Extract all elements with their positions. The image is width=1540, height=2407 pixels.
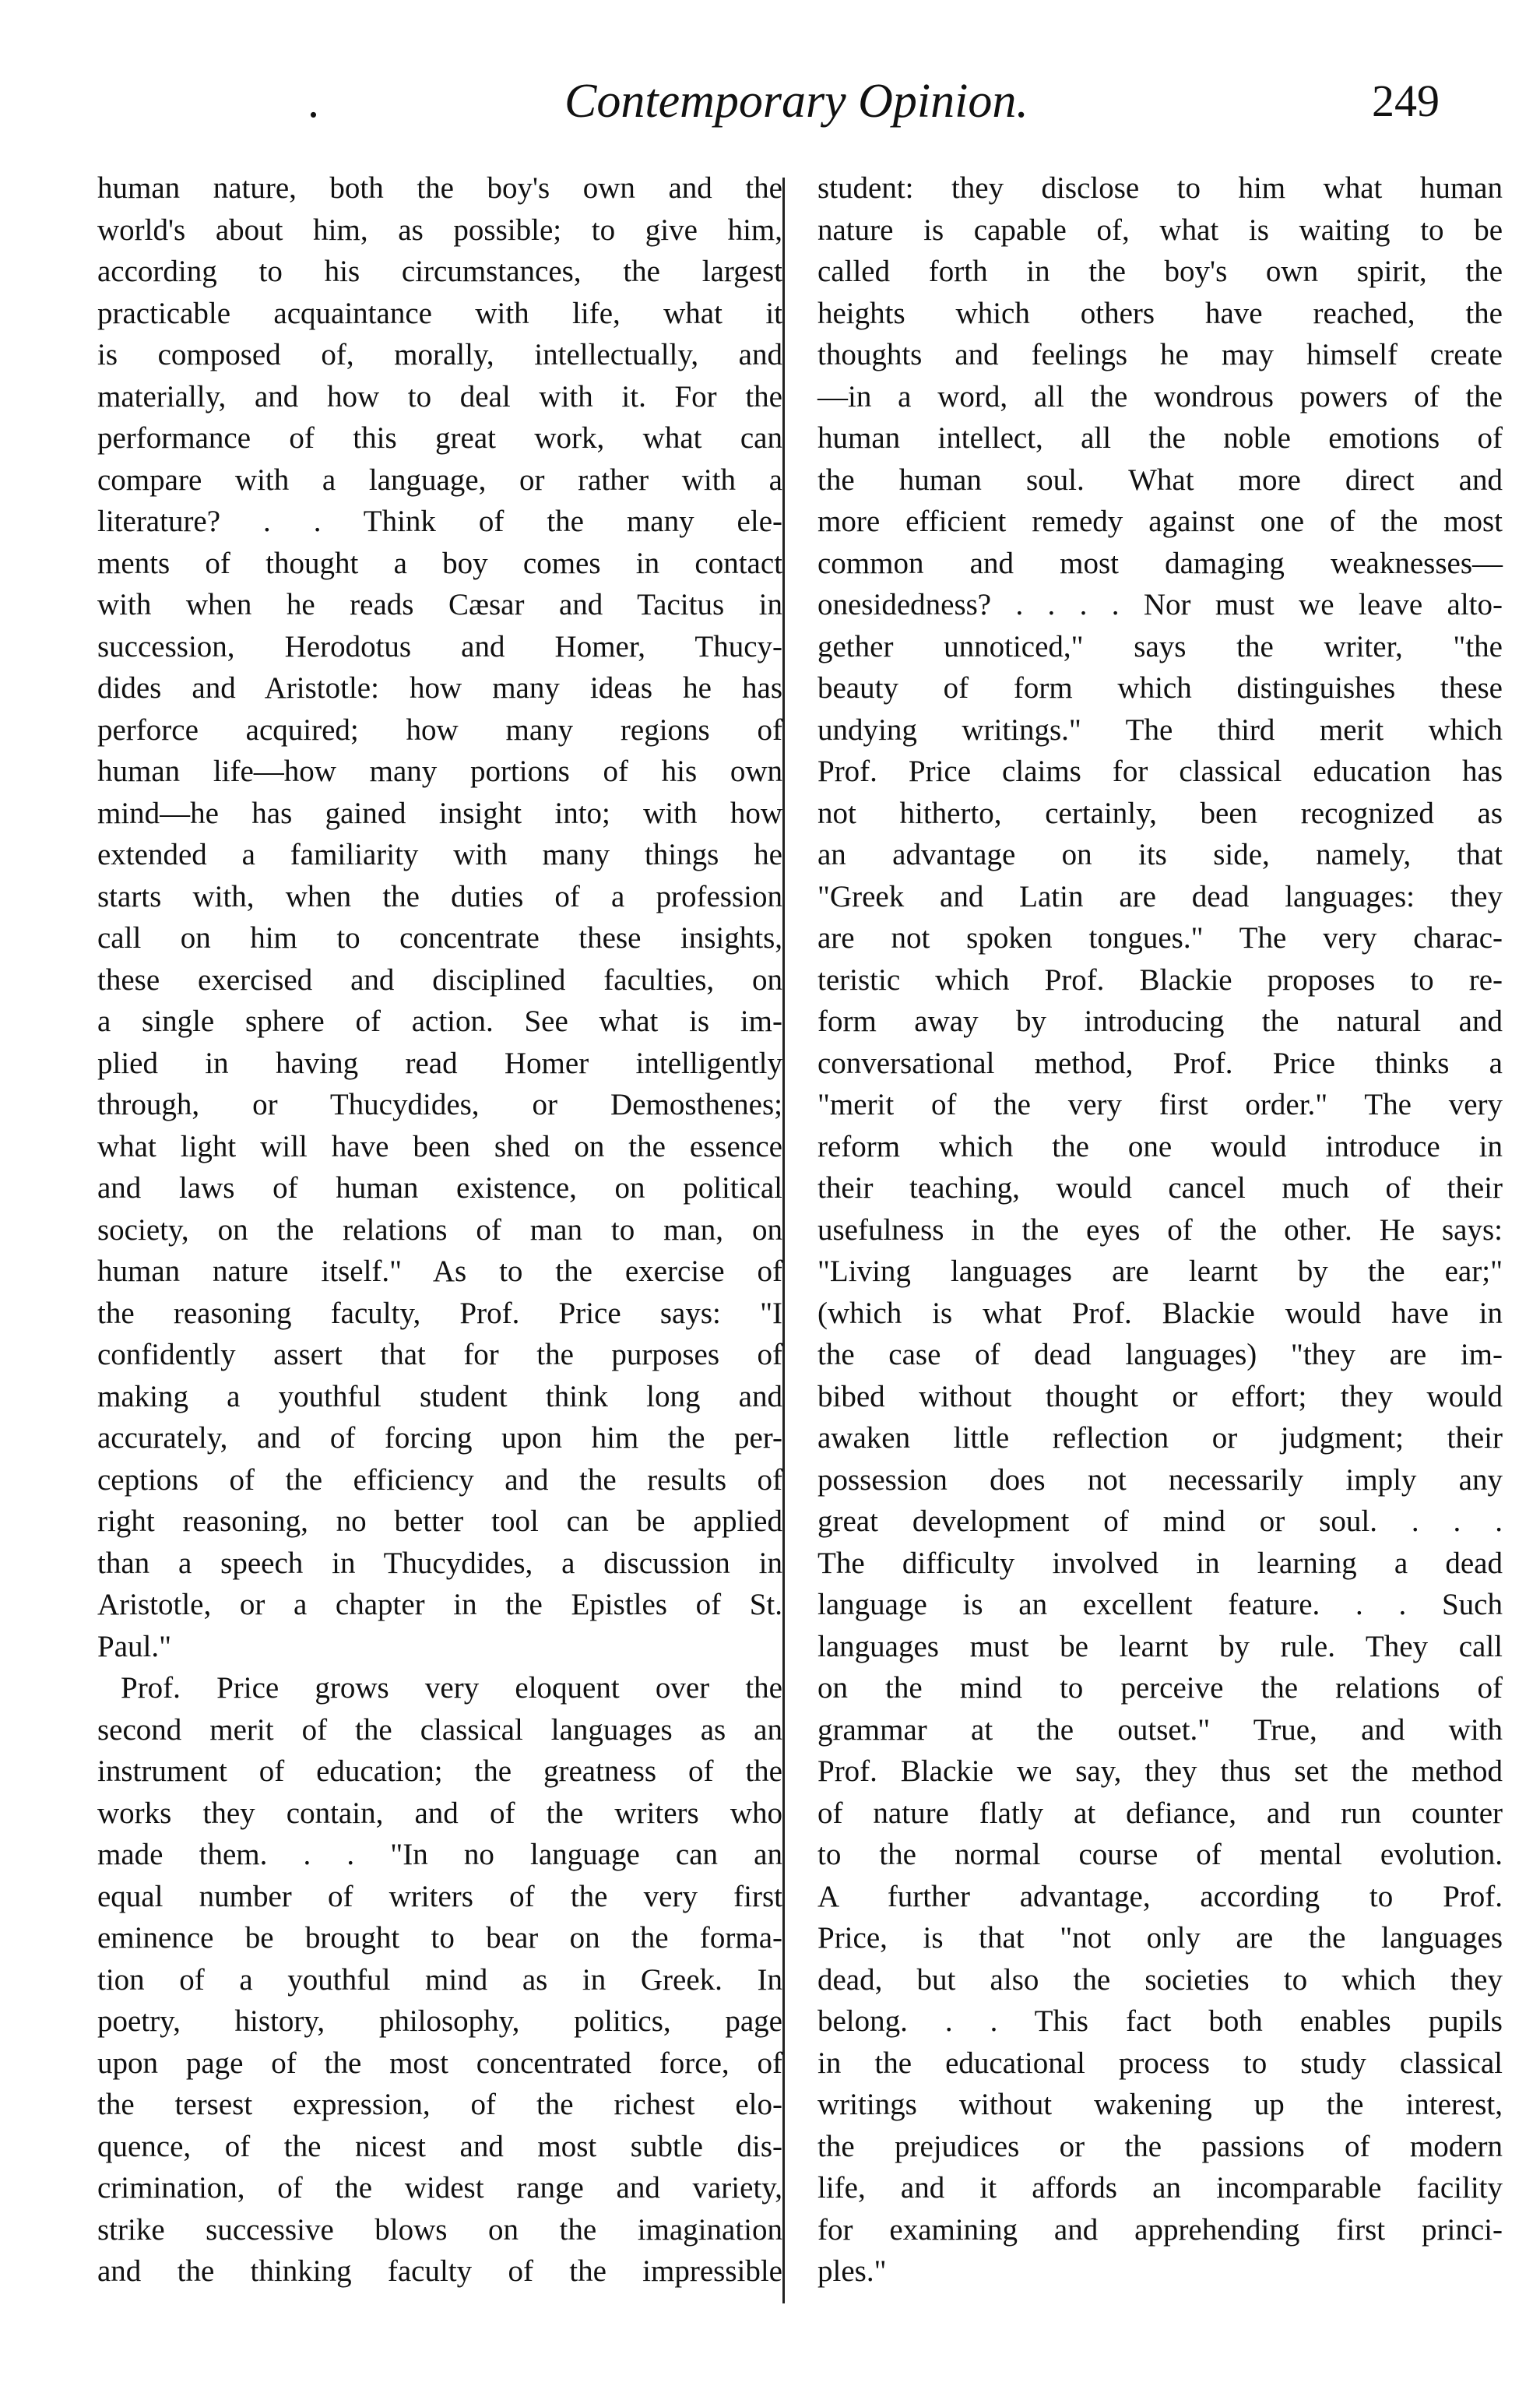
text-line: in the educational process to study classical [817, 2046, 1503, 2080]
text-line: right reasoning, no better tool can be applied [97, 1504, 782, 1538]
text-line: starts with, when the duties of a profession [97, 879, 782, 913]
text-line: confidently assert that for the purposes of [97, 1338, 782, 1371]
text-line: gether unnoticed," says the writer, "the [817, 629, 1503, 663]
text-line: student: they disclose to him what human [817, 171, 1503, 205]
text-line: "Greek and Latin are dead languages: they [817, 879, 1503, 913]
text-line: common and most damaging weaknesses— [817, 546, 1503, 580]
text-line: crimination, of the widest range and variety, [97, 2171, 782, 2205]
text-line: writings without wakening up the interest, [817, 2088, 1503, 2121]
text-line: "merit of the very first order." The very [817, 1088, 1503, 1121]
left-column [97, 167, 782, 2293]
text-line: perforce acquired; how many regions of [97, 713, 782, 747]
text-line: The difficulty involved in learning a dead [817, 1546, 1503, 1580]
text-line: more efficient remedy against one of the most [817, 505, 1503, 538]
text-line: belong. . . This fact both enables pupils [817, 2004, 1503, 2038]
text-line: Price, is that "not only are the languages [817, 1921, 1503, 1955]
text-line: literature? . . Think of the many ele- [97, 505, 782, 538]
text-line: equal number of writers of the very first [97, 1879, 782, 1913]
text-line: human nature itself." As to the exercise of [97, 1255, 782, 1288]
text-line: strike successive blows on the imagination [97, 2212, 782, 2247]
text-line: according to his circumstances, the largest [97, 255, 782, 288]
text-line: usefulness in the eyes of the other. He says: [817, 1212, 1503, 1247]
text-line: than a speech in Thucydides, a discussion in [97, 1546, 782, 1580]
text-line: form away by introducing the natural and [817, 1005, 1503, 1038]
text-line: Prof. Blackie we say, they thus set the method [817, 1754, 1503, 1788]
text-line: undying writings." The third merit which [817, 713, 1503, 747]
text-line: performance of this great work, what can [97, 421, 782, 455]
text-line: —in a word, all the wondrous powers of the [817, 379, 1503, 413]
text-line: human nature, both the boy's own and the [97, 171, 782, 205]
text-line: their teaching, would cancel much of their [817, 1171, 1503, 1205]
text-line: possession does not necessarily imply any [817, 1462, 1503, 1497]
text-line: world's about him, as possible; to give him, [97, 213, 782, 247]
running-title: Contemporary Opinion. [564, 75, 1028, 128]
column-divider [782, 178, 785, 2303]
text-line: tion of a youthful mind as in Greek. In [97, 1962, 782, 1997]
text-line: (which is what Prof. Blackie would have in [817, 1296, 1503, 1330]
text-line: call on him to concentrate these insights, [97, 921, 782, 955]
text-line: to the normal course of mental evolution. [817, 1838, 1503, 1871]
text-line: Paul." [97, 1629, 172, 1663]
text-line: these exercised and disciplined faculties, on [97, 962, 782, 997]
text-line: reform which the one would introduce in [817, 1129, 1503, 1163]
text-line: thoughts and feelings he may himself create [817, 338, 1503, 371]
text-line: Prof. Price claims for classical education has [817, 755, 1503, 788]
text-line: for examining and apprehending first princi- [817, 2212, 1503, 2247]
text-line: second merit of the classical languages as an [97, 1712, 782, 1747]
text-line: dead, but also the societies to which they [817, 1962, 1503, 1997]
text-line: language is an excellent feature. . . Such [817, 1588, 1503, 1621]
text-line: is composed of, morally, intellectually, and [97, 338, 782, 371]
text-line: plied in having read Homer intelligently [97, 1046, 782, 1080]
text-line: human life—how many portions of his own [97, 755, 782, 788]
text-line: ments of thought a boy comes in contact [97, 546, 782, 580]
text-line: not hitherto, certainly, been recognized as [817, 796, 1503, 830]
text-line: awaken little reflection or judgment; their [817, 1421, 1503, 1455]
header-marker: . [308, 76, 319, 127]
text-line: society, on the relations of man to man, on [97, 1212, 782, 1247]
text-line: accurately, and of forcing upon him the per- [97, 1421, 782, 1455]
text-line: the human soul. What more direct and [817, 463, 1503, 497]
text-line: eminence be brought to bear on the forma- [97, 1921, 782, 1955]
text-line: and the thinking faculty of the impressible [97, 2254, 782, 2288]
page-number: 249 [1372, 76, 1440, 126]
text-line: made them. . . "In no language can an [97, 1838, 782, 1871]
text-line: are not spoken tongues." The very charac- [817, 921, 1503, 955]
text-line: the prejudices or the passions of modern [817, 2129, 1503, 2163]
text-line: bibed without thought or effort; they would [817, 1379, 1503, 1413]
text-line: heights which others have reached, the [817, 296, 1503, 330]
text-line: compare with a language, or rather with a [97, 463, 782, 497]
text-line: mind—he has gained insight into; with how [97, 796, 782, 830]
text-line: of nature flatly at defiance, and run counter [817, 1796, 1503, 1830]
text-line: grammar at the outset." True, and with [817, 1712, 1503, 1747]
text-line: beauty of form which distinguishes these [817, 671, 1503, 705]
text-line: Prof. Price grows very eloquent over the [121, 1671, 782, 1705]
text-line: the case of dead languages) "they are im- [817, 1338, 1503, 1371]
text-line: extended a familiarity with many things he [97, 838, 782, 871]
text-line: making a youthful student think long and [97, 1379, 782, 1413]
text-line: called forth in the boy's own spirit, the [817, 255, 1503, 288]
text-line: upon page of the most concentrated force, of [97, 2046, 782, 2080]
text-line: human intellect, all the noble emotions of [817, 421, 1503, 455]
text-line: works they contain, and of the writers who [97, 1796, 782, 1830]
text-line: great development of mind or soul. . . . [817, 1504, 1503, 1538]
text-line: instrument of education; the greatness of the [97, 1754, 782, 1788]
text-line: life, and it affords an incomparable facility [817, 2171, 1503, 2205]
text-line: ceptions of the efficiency and the results of [97, 1462, 782, 1497]
text-line: practicable acquaintance with life, what it [97, 296, 782, 330]
text-line: materially, and how to deal with it. For the [97, 379, 782, 413]
text-line: conversational method, Prof. Price thinks a [817, 1046, 1503, 1080]
text-line: on the mind to perceive the relations of [817, 1671, 1503, 1705]
text-line: poetry, history, philosophy, politics, page [97, 2004, 782, 2038]
text-line: the reasoning faculty, Prof. Price says: "I [97, 1296, 782, 1330]
text-line: the tersest expression, of the richest elo- [97, 2088, 782, 2121]
text-line: nature is capable of, what is waiting to be [817, 213, 1503, 247]
text-line: A further advantage, according to Prof. [817, 1879, 1503, 1913]
text-line: an advantage on its side, namely, that [817, 838, 1503, 871]
text-line: with when he reads Cæsar and Tacitus in [97, 588, 782, 621]
text-line: succession, Herodotus and Homer, Thucy- [97, 629, 782, 663]
text-line: ples." [817, 2254, 887, 2288]
page-header [0, 66, 1540, 136]
text-line: dides and Aristotle: how many ideas he has [97, 671, 782, 705]
text-line: Aristotle, or a chapter in the Epistles of St. [97, 1588, 782, 1621]
text-line: and laws of human existence, on political [97, 1171, 782, 1205]
text-line: "Living languages are learnt by the ear;" [817, 1255, 1503, 1288]
right-column [817, 167, 1503, 2293]
text-line: through, or Thucydides, or Demosthenes; [97, 1088, 782, 1121]
text-line: a single sphere of action. See what is im- [97, 1005, 782, 1038]
text-line: quence, of the nicest and most subtle dis- [97, 2129, 782, 2163]
text-line: teristic which Prof. Blackie proposes to re- [817, 962, 1503, 997]
text-line: onesidedness? . . . . Nor must we leave alto- [817, 588, 1503, 621]
text-line: what light will have been shed on the essence [97, 1129, 782, 1163]
text-line: languages must be learnt by rule. They call [817, 1629, 1503, 1663]
